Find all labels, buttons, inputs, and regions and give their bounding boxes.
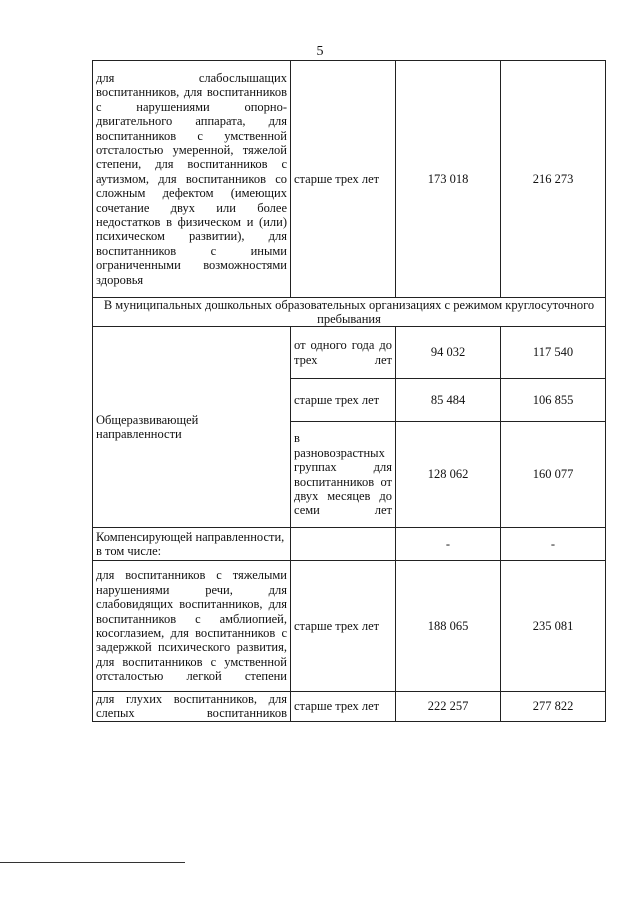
table-row	[93, 528, 606, 561]
page-number: 5	[316, 44, 324, 59]
age-cell: старше трех лет	[291, 379, 396, 422]
table-row	[93, 61, 606, 298]
footnote-divider	[0, 862, 185, 863]
value-cell: 277 822	[501, 692, 606, 722]
value-cell: 173 018	[396, 61, 501, 298]
value-cell: 160 077	[501, 422, 606, 528]
category-cell: для глухих воспитанников, для слепых воспитанников	[93, 692, 291, 722]
value-cell: 94 032	[396, 327, 501, 379]
age-cell: в разновозрастных группах для воспитанников от двух месяцев до семи лет	[291, 422, 396, 528]
category-cell: для воспитанников с тяжелыми нарушениями речи, для слабовидящих воспитанников, для воспитанников с амблиопией, косоглазием, для воспитанников с задержкой психического развития, для воспитанников с умственной отсталостью легкой степени	[93, 561, 291, 692]
value-cell: -	[501, 528, 606, 561]
value-cell: 106 855	[501, 379, 606, 422]
value-cell: 222 257	[396, 692, 501, 722]
value-cell: 117 540	[501, 327, 606, 379]
table-row	[93, 692, 606, 722]
section-header-row	[93, 298, 606, 327]
age-cell: старше трех лет	[291, 692, 396, 722]
age-cell: старше трех лет	[291, 561, 396, 692]
section-header: В муниципальных дошкольных образовательных организациях с режимом круглосуточного пребывания	[93, 298, 606, 327]
category-cell: Общеразвивающей направленности	[93, 327, 291, 528]
category-cell: для слабослышащих воспитанников, для воспитанников с нарушениями опорно-двигательного аппарата, для воспитанников с умственной отсталостью умеренной, тяжелой степени, для воспитанников с аутизмом, для воспитанников со сложным дефектом (имеющих сочетание двух или более недостатков в физическом и (или) психическом развитии), для воспитанников с иными ограниченными возможностями здоровья	[93, 61, 291, 298]
age-cell: старше трех лет	[291, 61, 396, 298]
table-row	[93, 327, 606, 379]
value-cell: 85 484	[396, 379, 501, 422]
value-cell: 188 065	[396, 561, 501, 692]
value-cell: -	[396, 528, 501, 561]
value-cell: 216 273	[501, 61, 606, 298]
tariff-table	[92, 60, 606, 722]
age-cell	[291, 528, 396, 561]
table-row	[93, 561, 606, 692]
value-cell: 128 062	[396, 422, 501, 528]
value-cell: 235 081	[501, 561, 606, 692]
age-cell: от одного года до трех лет	[291, 327, 396, 379]
category-cell: Компенсирующей направленности, в том числе:	[93, 528, 291, 561]
